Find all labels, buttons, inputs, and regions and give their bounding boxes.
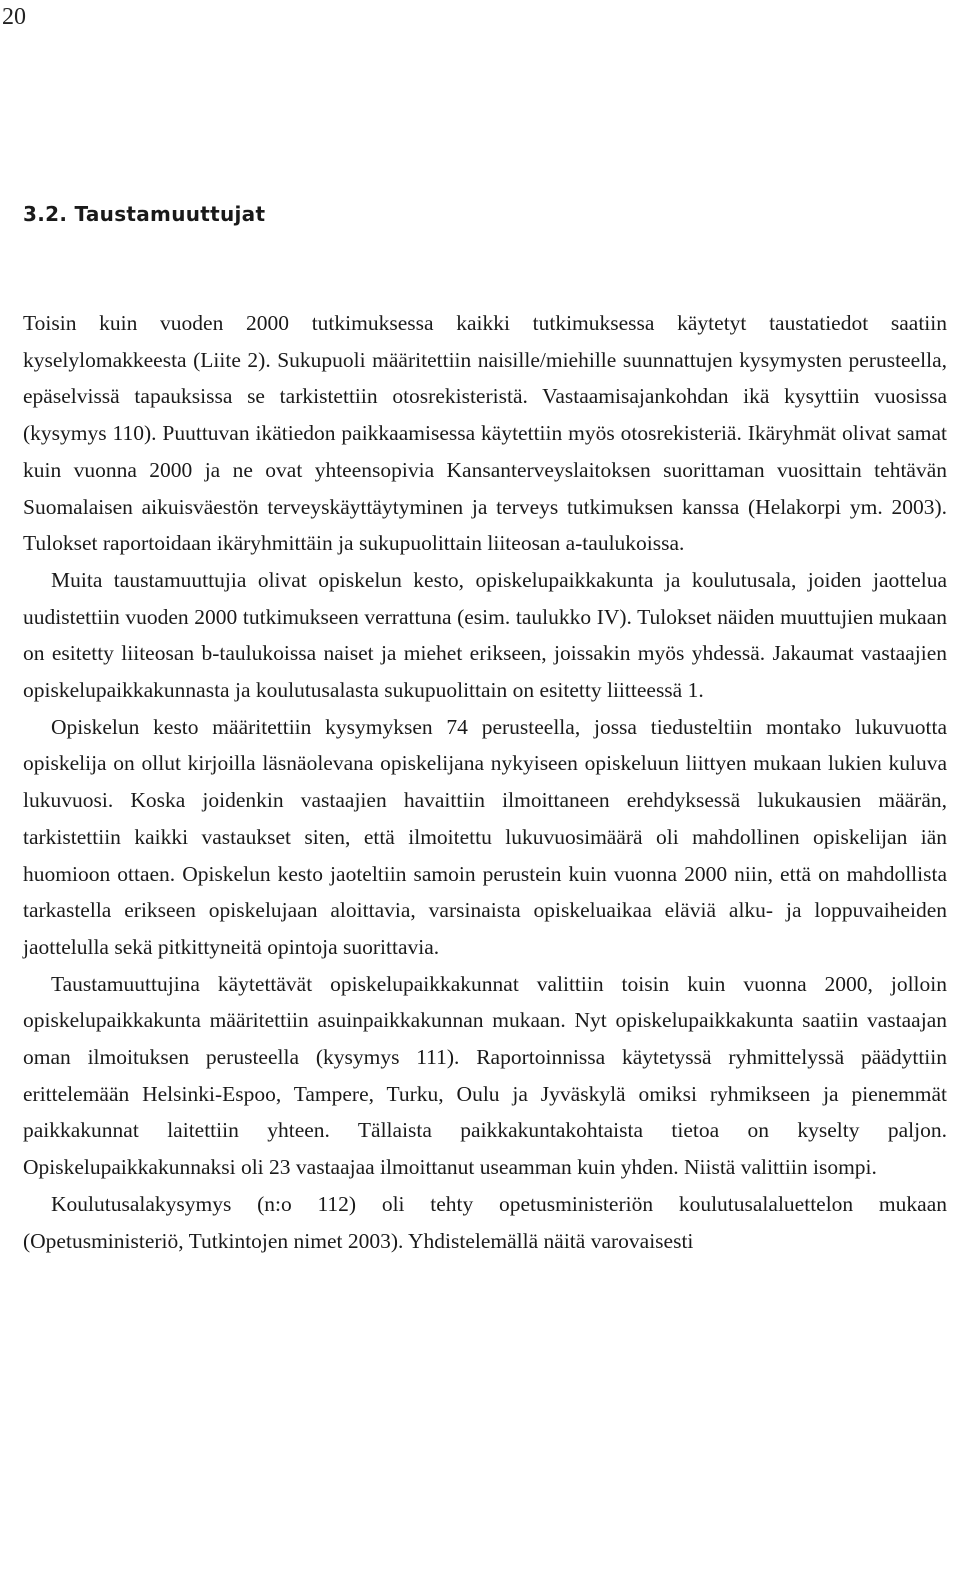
paragraph-4: Taustamuuttujina käytettävät opiskelupaikkakunnat valittiin toisin kuin vuonna 2000, jolloin opiskelupaikkakunta määritettiin asuinpaikkakunnan mukaan. Nyt opiskelupaikkakunta saatiin vastaajan oman ilmoituksen perusteella (kysymys 111). Raportoinnissa käytetyssä ryhmittelyssä päädyttiin erittelemään Helsinki-Espoo, Tampere, Turku, Oulu ja Jyväskylä omiksi ryhmikseen ja pienemmät paikkakunnat laitettiin yhteen. Tällaista paikkakuntakohtaista tietoa on kyselty paljon. Opiskelupaikkakunnaksi oli 23 vastaajaa ilmoittanut useamman kuin yhden. Niistä valittiin isompi. — [23, 971, 947, 1180]
section-heading: 3.2. Taustamuuttujat — [23, 202, 266, 226]
paragraph-1: Toisin kuin vuoden 2000 tutkimuksessa kaikki tutkimuksessa käytetyt taustatiedot saatiin kyselylomakkeesta (Liite 2). Sukupuoli määritettiin naisille/miehille suunnattujen kysymysten perusteella, epäselvissä tapauksissa se tarkistettiin otosrekisteristä. Vastaamisajankohdan ikä kysyttiin vuosissa (kysymys 110). Puuttuvan ikätiedon paikkaamisessa käytettiin myös otosrekisteriä. Ikäryhmät olivat samat kuin vuonna 2000 ja ne ovat yhteensopivia Kansanterveyslaitoksen suorittaman vuosittain tehtävän Suomalaisen aikuisväestön terveyskäyttäytyminen ja terveys tutkimuksen kanssa (Helakorpi ym. 2003). Tulokset raportoidaan ikäryhmittäin ja sukupuolittain liiteosan a-taulukoissa. — [23, 311, 947, 556]
body-text — [23, 305, 947, 1259]
page-number: 20 — [2, 4, 26, 30]
paragraph-3: Opiskelun kesto määritettiin kysymyksen 74 perusteella, jossa tiedusteltiin montako lukuvuotta opiskelija on ollut kirjoilla läsnäolevana opiskelijana nykyiseen opiskeluun liittyen mukaan lukien kuluva lukuvuosi. Koska joidenkin vastaajien havaittiin ilmoittaneen erehdyksessä lukukausien määrän, tarkistettiin kaikki vastaukset siten, että ilmoitettu lukuvuosimäärä oli mahdollinen opiskelijan iän huomioon ottaen. Opiskelun kesto jaoteltiin samoin perustein kuin vuonna 2000 niin, että on mahdollista tarkastella erikseen opiskelujaan aloittavia, varsinaista opiskeluaikaa eläviä alku- ja loppuvaiheiden jaottelulla sekä pitkittyneitä opintoja suorittavia. — [23, 714, 947, 959]
paragraph-5: Koulutusalakysymys (n:o 112) oli tehty opetusministeriön koulutusalaluettelon mukaan (Opetusministeriö, Tutkintojen nimet 2003). Yhdistelemällä näitä varovaisesti — [23, 1191, 947, 1253]
paragraph-2: Muita taustamuuttujia olivat opiskelun kesto, opiskelupaikkakunta ja koulutusala, joiden jaottelua uudistettiin vuoden 2000 tutkimukseen verrattuna (esim. taulukko IV). Tulokset näiden muuttujien mukaan on esitetty liiteosan b-taulukoissa naiset ja miehet erikseen, joissakin myös yhdessä. Jakaumat vastaajien opiskelupaikkakunnasta ja koulutusalasta sukupuolittain on esitetty liitteessä 1. — [23, 567, 947, 703]
